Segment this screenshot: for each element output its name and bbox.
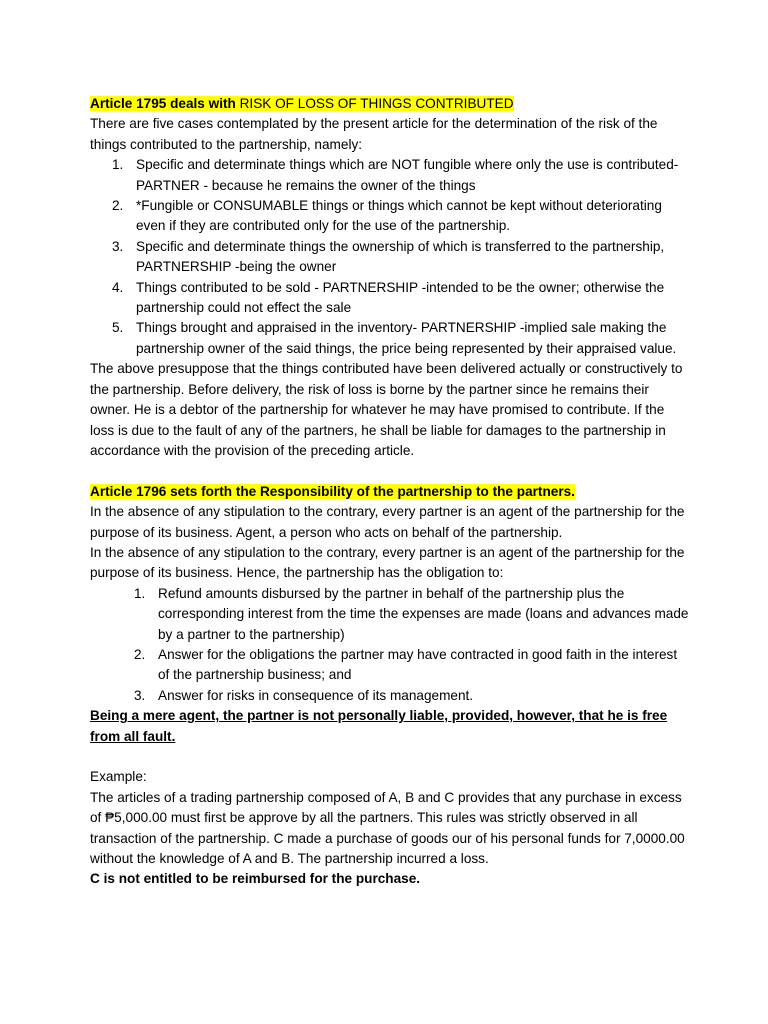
list-item-text: Answer for risks in consequence of its management.	[158, 687, 474, 703]
example-label: Example:	[90, 769, 147, 785]
list-item-number: 3.	[112, 238, 124, 254]
list-item-number: 1.	[134, 585, 146, 601]
article-1795-heading-highlight	[90, 96, 514, 111]
list-item-number: 2.	[134, 646, 146, 662]
paragraph-spacer	[90, 747, 690, 767]
article-1795-heading-bold: Article 1795 deals with	[90, 96, 240, 111]
list-item	[90, 584, 690, 645]
example-conclusion: C is not entitled to be reimbursed for the purchase.	[90, 871, 421, 887]
list-item-text: Specific and determinate things which are NOT fungible where only the use is contributed- PARTNER - because he remains the owner of the things	[136, 157, 679, 193]
list-item-number: 5.	[112, 320, 124, 336]
article-1795-heading	[90, 94, 690, 114]
list-item-text: Things brought and appraised in the inventory- PARTNERSHIP -implied sale making the partnership owner of the said things, the price being represented by their appraised value.	[136, 320, 677, 356]
article-1796-heading-highlight: Article 1796 sets forth the Responsibility of the partnership to the partners.	[90, 483, 575, 499]
article-1795-conclusion: The above presuppose that the things contributed have been delivered actually or constructively to the partnership. Before delivery, the risk of loss is borne by the partner since he remains their owner. He is a debtor of the partnership for whatever he may have promised to contribute. If the loss is due to the fault of any of the partners, he shall be liable for damages to the partnership in accordance with the provision of the preceding article.	[90, 361, 683, 458]
list-item	[90, 318, 690, 359]
list-item	[90, 278, 690, 319]
list-item-number: 1.	[112, 157, 124, 173]
list-item-text: *Fungible or CONSUMABLE things or things which cannot be kept without deteriorating even if they are contributed only for the use of the partnership.	[136, 198, 662, 234]
list-item-text: Refund amounts disbursed by the partner in behalf of the partnership plus the corresponding interest from the time the expenses are made (loans and advances made by a partner to the partnership)	[158, 585, 689, 642]
list-item	[90, 155, 690, 196]
article-1796-paragraph-2: In the absence of any stipulation to the contrary, every partner is an agent of the partnership for the purpose of its business. Hence, the partnership has the obligation to:	[90, 544, 685, 581]
list-item-text: Specific and determinate things the ownership of which is transferred to the partnership, PARTNERSHIP -being the owner	[136, 238, 665, 275]
article-1795-intro: There are five cases contemplated by the present article for the determination of the risk of the things contributed to the partnership, namely:	[90, 116, 658, 152]
list-item-text: Things contributed to be sold - PARTNERSHIP -intended to be the owner; otherwise the partnership could not effect the sale	[136, 279, 665, 316]
article-1796-heading	[90, 482, 690, 502]
list-item	[90, 196, 690, 237]
risk-cases-list	[90, 155, 690, 359]
list-item-number: 3.	[134, 687, 146, 703]
list-item-number: 4.	[112, 279, 124, 295]
example-body: The articles of a trading partnership composed of A, B and C provides that any purchase in excess of ₱5,000.00 must first be approve by all the partners. This rules was strictly observed in all transaction of the partnership. C made a purchase of goods our of his personal funds for 7,0000.00 without the knowledge of A and B. The partnership incurred a loss.	[90, 789, 685, 866]
document-page	[90, 94, 690, 890]
list-item	[90, 686, 690, 706]
list-item	[90, 645, 690, 686]
article-1795-heading-topic: RISK OF LOSS OF THINGS CONTRIBUTED	[239, 96, 514, 111]
obligations-list	[90, 584, 690, 706]
list-item-number: 2.	[112, 198, 124, 214]
agent-liability-emphasis: Being a mere agent, the partner is not personally liable, provided, however, that he is free from all fault.	[90, 708, 668, 744]
article-1796-paragraph-1: In the absence of any stipulation to the contrary, every partner is an agent of the partnership for the purpose of its business. Agent, a person who acts on behalf of the partnership.	[90, 504, 685, 540]
list-item	[90, 237, 690, 278]
paragraph-spacer	[90, 461, 690, 481]
list-item-text: Answer for the obligations the partner may have contracted in good faith in the interest of the partnership business; and	[158, 646, 678, 683]
